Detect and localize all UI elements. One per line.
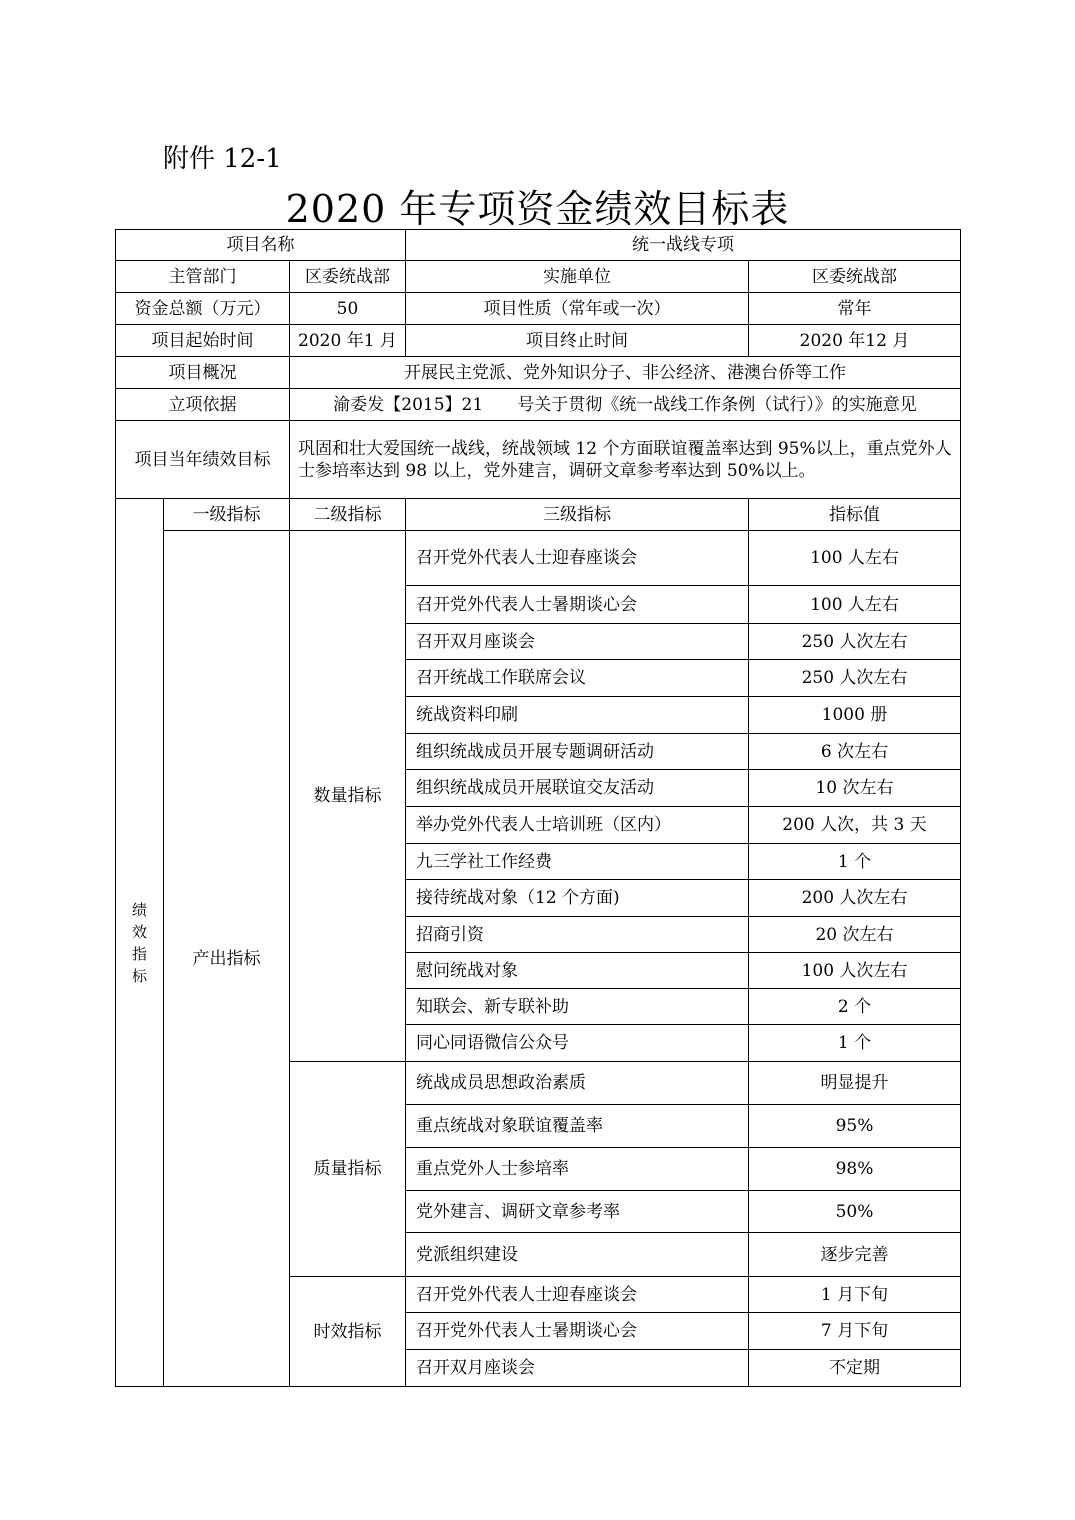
level3-item: 重点党外人士参培率 [406,1148,749,1191]
impl-value: 区委统战部 [749,261,961,293]
basis-value: 渝委发【2015】21 号关于贯彻《统一战线工作条例（试行）》的实施意见 [290,389,961,421]
indicator-value: 250 人次左右 [749,660,961,697]
row-basis [116,389,961,421]
indicator-value: 100 人左右 [749,531,961,586]
project-name-label: 项目名称 [116,230,406,261]
nature-value: 常年 [749,293,961,325]
funds-label: 资金总额（万元） [116,293,290,325]
project-name-value: 统一战线专项 [406,230,961,261]
col-level3: 三级指标 [406,499,749,531]
level3-item: 党派组织建设 [406,1233,749,1277]
target-value: 巩固和壮大爱国统一战线，统战领域 12 个方面联谊覆盖率达到 95%以上，重点党外人士参培率达到 98 以上，党外建言，调研文章参考率达到 50%以上。 [290,421,961,499]
end-value: 2020 年12 月 [749,325,961,357]
level3-item: 召开统战工作联席会议 [406,660,749,697]
indicator-value: 50% [749,1191,961,1233]
row-department [116,261,961,293]
indicator-value: 100 人次左右 [749,953,961,989]
level3-item: 慰问统战对象 [406,953,749,989]
level3-item: 召开党外代表人士暑期谈心会 [406,586,749,624]
level1-output: 产出指标 [164,531,290,1387]
indicator-value: 250 人次左右 [749,624,961,660]
level2-quantity: 数量指标 [290,531,406,1062]
row-funds [116,293,961,325]
impl-label: 实施单位 [406,261,749,293]
page-title: 2020 年专项资金绩效目标表 [285,187,790,231]
level3-item: 举办党外代表人士培训班（区内） [406,807,749,844]
level2-timeliness: 时效指标 [290,1277,406,1387]
row-project-name [116,230,961,261]
indicator-value: 不定期 [749,1350,961,1387]
end-label: 项目终止时间 [406,325,749,357]
row-period [116,325,961,357]
col-level1: 一级指标 [164,499,290,531]
section-label-cell [116,499,164,1387]
level3-item: 召开双月座谈会 [406,1350,749,1387]
level3-item: 接待统战对象（12 个方面) [406,880,749,917]
indicator-value: 20 次左右 [749,917,961,953]
dept-label: 主管部门 [116,261,290,293]
performance-table [115,229,961,1387]
indicator-value: 1000 册 [749,697,961,734]
level2-quality: 质量指标 [290,1062,406,1277]
indicator-value: 1 月下旬 [749,1277,961,1313]
level3-item: 招商引资 [406,917,749,953]
level3-item: 召开双月座谈会 [406,624,749,660]
start-label: 项目起始时间 [116,325,290,357]
level3-item: 统战成员思想政治素质 [406,1062,749,1105]
col-level2: 二级指标 [290,499,406,531]
level3-item: 组织统战成员开展联谊交友活动 [406,770,749,807]
section-label: 绩效指标 [131,900,147,985]
level3-item: 九三学社工作经费 [406,844,749,880]
indicator-value: 98% [749,1148,961,1191]
row-target [116,421,961,499]
indicator-value: 1 个 [749,844,961,880]
indicator-row [116,531,961,586]
indicator-header-row [116,499,961,531]
level3-item: 知联会、新专联补助 [406,989,749,1025]
basis-label: 立项依据 [116,389,290,421]
indicator-value: 100 人左右 [749,586,961,624]
indicator-value: 200 人次左右 [749,880,961,917]
funds-value: 50 [290,293,406,325]
attachment-label: 附件 12-1 [163,144,282,174]
level3-item: 组织统战成员开展专题调研活动 [406,734,749,770]
overview-value: 开展民主党派、党外知识分子、非公经济、港澳台侨等工作 [290,357,961,389]
level3-item: 召开党外代表人士暑期谈心会 [406,1313,749,1350]
indicator-value: 明显提升 [749,1062,961,1105]
indicator-value: 200 人次，共 3 天 [749,807,961,844]
indicator-value: 2 个 [749,989,961,1025]
indicator-value: 6 次左右 [749,734,961,770]
indicator-value: 逐步完善 [749,1233,961,1277]
level3-item: 召开党外代表人士迎春座谈会 [406,531,749,586]
level3-item: 重点统战对象联谊覆盖率 [406,1105,749,1148]
indicator-value: 7 月下旬 [749,1313,961,1350]
level3-item: 统战资料印刷 [406,697,749,734]
overview-label: 项目概况 [116,357,290,389]
indicator-value: 95% [749,1105,961,1148]
level3-item: 召开党外代表人士迎春座谈会 [406,1277,749,1313]
target-label: 项目当年绩效目标 [116,421,290,499]
start-value: 2020 年1 月 [290,325,406,357]
level3-item: 党外建言、调研文章参考率 [406,1191,749,1233]
indicator-value: 10 次左右 [749,770,961,807]
dept-value: 区委统战部 [290,261,406,293]
indicator-value: 1 个 [749,1025,961,1062]
row-overview [116,357,961,389]
col-value: 指标值 [749,499,961,531]
nature-label: 项目性质（常年或一次） [406,293,749,325]
level3-item: 同心同语微信公众号 [406,1025,749,1062]
